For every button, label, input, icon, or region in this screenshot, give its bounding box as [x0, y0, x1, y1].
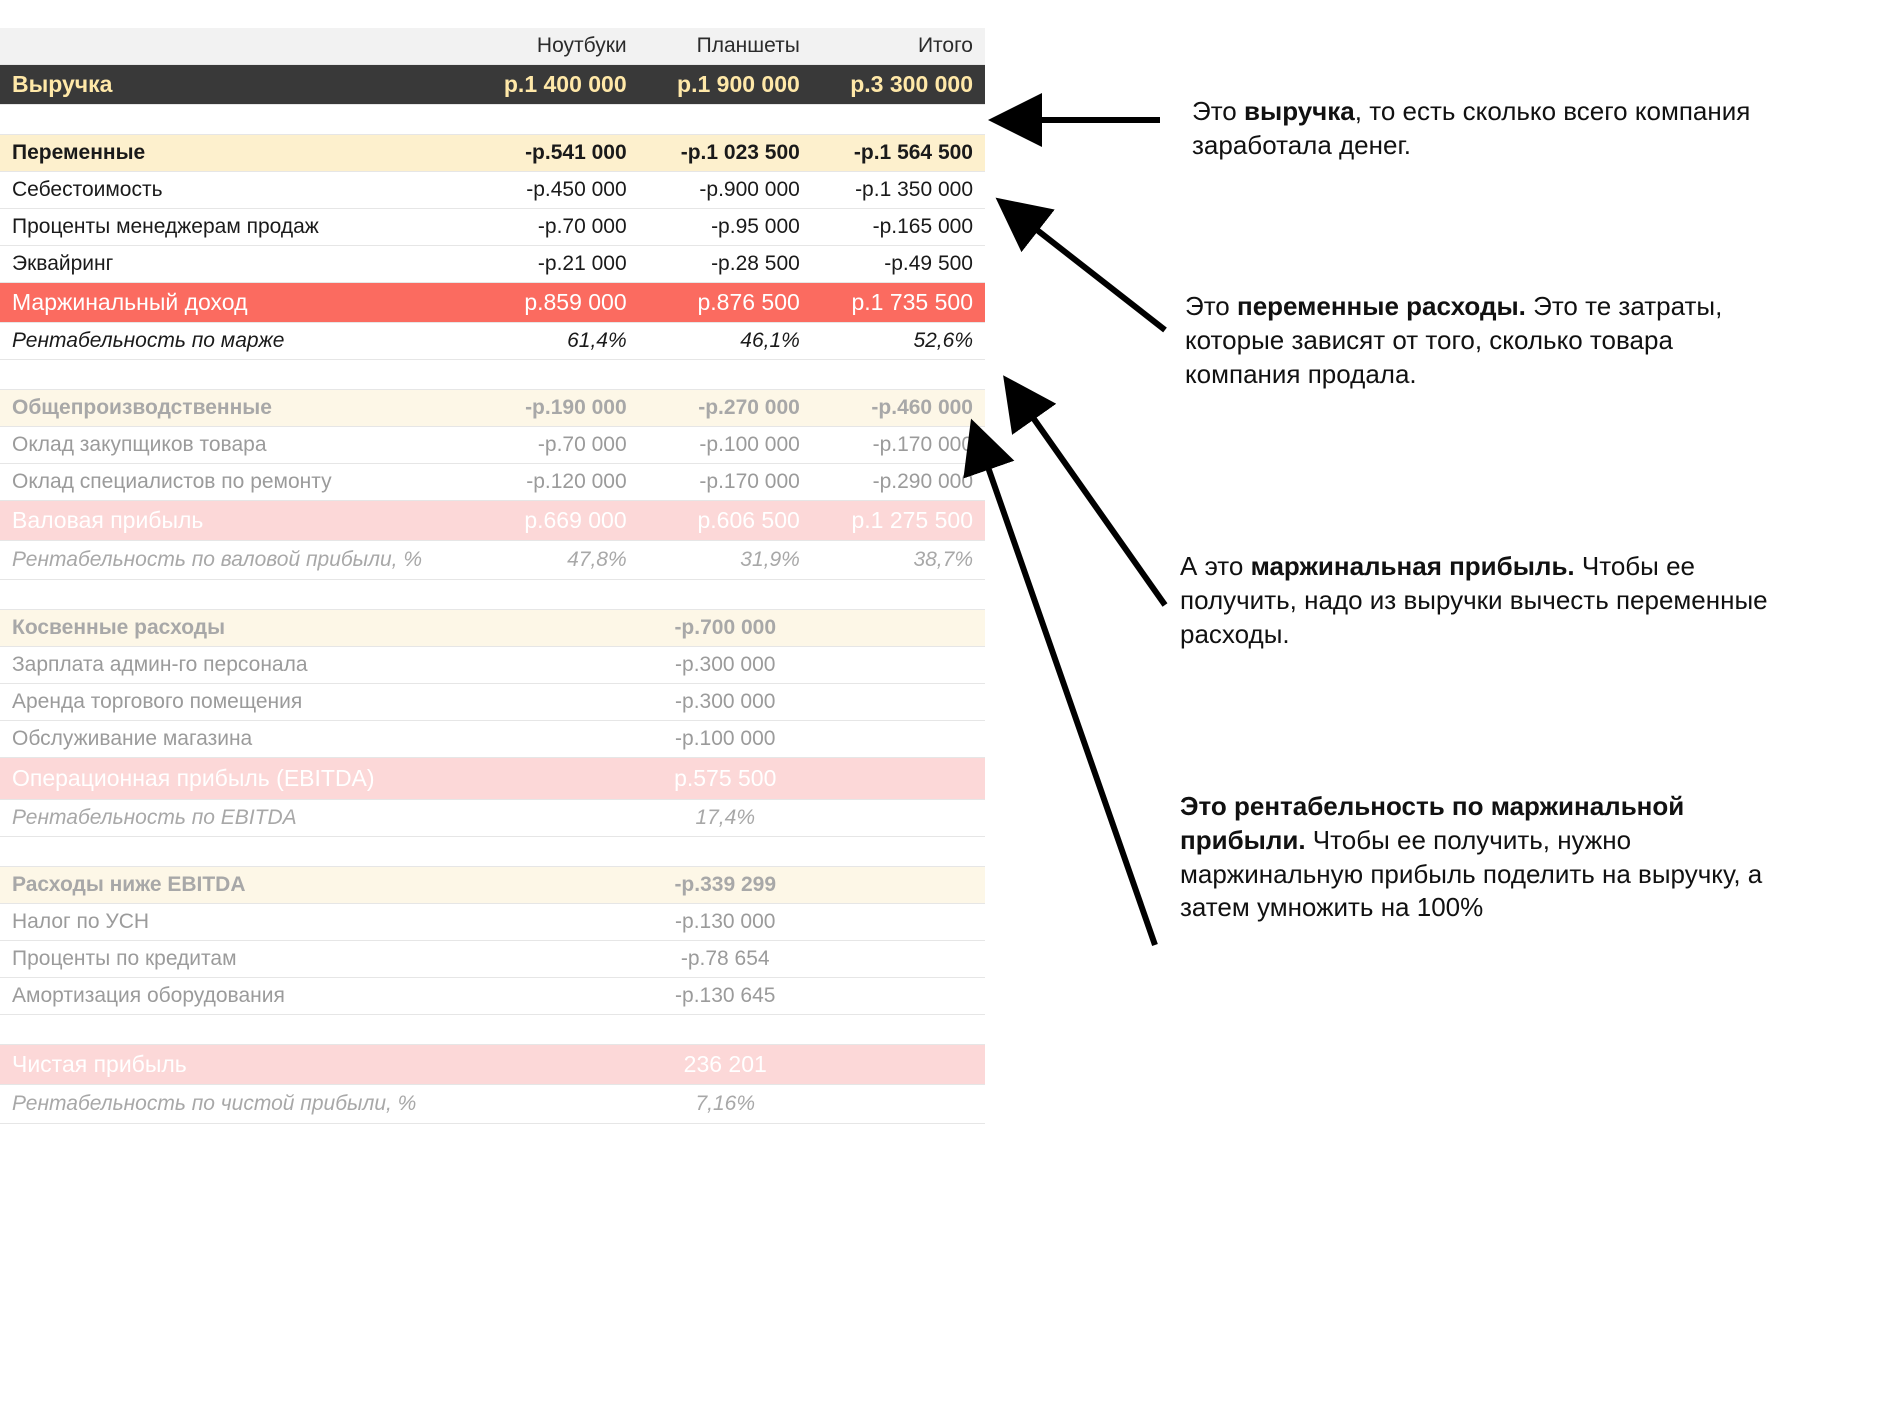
- row-value-total: -р.290 000: [812, 464, 985, 501]
- row-label: Рентабельность по валовой прибыли, %: [0, 541, 465, 580]
- row-value-tablets: 46,1%: [639, 323, 812, 360]
- spacer-cell: [0, 837, 985, 867]
- table-row: [0, 758, 985, 800]
- column-header-total: Итого: [812, 28, 985, 65]
- row-value-laptops: -р.70 000: [465, 427, 638, 464]
- row-label: Операционная прибыль (EBITDA): [0, 758, 465, 800]
- row-value-laptops: р.1 400 000: [465, 65, 638, 105]
- table-row: [0, 1085, 985, 1124]
- annotation-ratio-tail: Чтобы ее получить, нужно маржинальную прибыль поделить на выручку, а затем умножить на 100%: [1180, 824, 1763, 923]
- row-value-laptops: р.669 000: [465, 501, 638, 541]
- row-value-laptops: -р.190 000: [465, 390, 638, 427]
- row-value-total: р.1 275 500: [812, 501, 985, 541]
- annotation-variable-lead: Это: [1185, 291, 1237, 321]
- table-row: [0, 501, 985, 541]
- row-value-laptops: -р.541 000: [465, 135, 638, 172]
- annotation-margin-lead: А это: [1180, 551, 1251, 581]
- spacer-cell: [0, 580, 985, 610]
- spacer-cell: [0, 1015, 985, 1045]
- row-label: Косвенные расходы: [0, 610, 465, 647]
- row-value-laptops: 61,4%: [465, 323, 638, 360]
- annotation-variable-tail: Это те затраты, которые зависят от того, сколько товара компания продала.: [1185, 291, 1723, 389]
- row-label: Выручка: [0, 65, 465, 105]
- row-label: Переменные: [0, 135, 465, 172]
- table-row: [0, 1045, 985, 1085]
- row-label: Маржинальный доход: [0, 283, 465, 323]
- table-row: [0, 172, 985, 209]
- annotation-revenue-bold: выручка: [1244, 96, 1355, 126]
- row-value-tablets: -р.1 023 500: [639, 135, 812, 172]
- row-label: Чистая прибыль: [0, 1045, 465, 1085]
- row-label: Валовая прибыль: [0, 501, 465, 541]
- annotation-margin-profit: [1180, 550, 1780, 651]
- table-row: [0, 941, 985, 978]
- annotation-revenue-tail: , то есть сколько всего компания заработала денег.: [1192, 96, 1751, 160]
- annotation-margin-ratio: [1180, 790, 1800, 925]
- table-row: [0, 323, 985, 360]
- row-label: Налог по УСН: [0, 904, 465, 941]
- table-row: [0, 721, 985, 758]
- row-label: Рентабельность по EBITDA: [0, 800, 465, 837]
- row-label: Проценты по кредитам: [0, 941, 465, 978]
- row-value-total: 7,16%: [465, 1085, 985, 1124]
- column-header-laptops: Ноутбуки: [465, 28, 638, 65]
- row-value-total: -р.339 299: [465, 867, 985, 904]
- row-label: Расходы ниже EBITDA: [0, 867, 465, 904]
- row-value-tablets: -р.170 000: [639, 464, 812, 501]
- row-label: Оклад закупщиков товара: [0, 427, 465, 464]
- annotation-revenue: [1192, 95, 1792, 163]
- row-value-laptops: -р.21 000: [465, 246, 638, 283]
- row-value-total: -р.700 000: [465, 610, 985, 647]
- table-row: [0, 390, 985, 427]
- spacer-cell: [0, 105, 985, 135]
- pnl-table: [0, 28, 985, 1124]
- table-row: [0, 135, 985, 172]
- row-value-total: -р.100 000: [465, 721, 985, 758]
- row-value-laptops: р.859 000: [465, 283, 638, 323]
- row-value-tablets: р.876 500: [639, 283, 812, 323]
- row-value-total: 52,6%: [812, 323, 985, 360]
- table-body: [0, 65, 985, 1124]
- row-value-total: -р.78 654: [465, 941, 985, 978]
- row-label: Обслуживание магазина: [0, 721, 465, 758]
- table-row: [0, 978, 985, 1015]
- table-row: [0, 464, 985, 501]
- row-label: Зарплата админ-го персонала: [0, 647, 465, 684]
- column-header-blank: [0, 28, 465, 65]
- spacer-cell: [0, 360, 985, 390]
- row-value-total: -р.49 500: [812, 246, 985, 283]
- table-row: [0, 800, 985, 837]
- row-value-total: р.3 300 000: [812, 65, 985, 105]
- row-label: Амортизация оборудования: [0, 978, 465, 1015]
- table-row: [0, 65, 985, 105]
- annotation-ratio-bold: Это рентабельность по маржинальной прибыли.: [1180, 791, 1685, 855]
- row-value-tablets: -р.95 000: [639, 209, 812, 246]
- row-label: Рентабельность по чистой прибыли, %: [0, 1085, 465, 1124]
- row-value-laptops: -р.120 000: [465, 464, 638, 501]
- row-value-tablets: -р.270 000: [639, 390, 812, 427]
- table-row: [0, 360, 985, 390]
- row-value-laptops: -р.450 000: [465, 172, 638, 209]
- row-value-laptops: 47,8%: [465, 541, 638, 580]
- annotation-variable-bold: переменные расходы.: [1237, 291, 1526, 321]
- row-value-total: -р.300 000: [465, 684, 985, 721]
- row-label: Общепроизводственные: [0, 390, 465, 427]
- table-row: [0, 837, 985, 867]
- row-value-total: -р.130 645: [465, 978, 985, 1015]
- table-row: [0, 541, 985, 580]
- arrow-to-variable: [1005, 205, 1165, 330]
- row-value-total: р.575 500: [465, 758, 985, 800]
- annotation-margin-bold: маржинальная прибыль.: [1250, 551, 1575, 581]
- row-value-laptops: -р.70 000: [465, 209, 638, 246]
- table-row: [0, 1015, 985, 1045]
- table-row: [0, 246, 985, 283]
- row-value-tablets: р.1 900 000: [639, 65, 812, 105]
- row-value-total: -р.1 564 500: [812, 135, 985, 172]
- table-row: [0, 904, 985, 941]
- row-value-tablets: -р.28 500: [639, 246, 812, 283]
- row-value-tablets: 31,9%: [639, 541, 812, 580]
- annotation-margin-tail: Чтобы ее получить, надо из выручки вычесть переменные расходы.: [1180, 551, 1768, 649]
- table-row: [0, 209, 985, 246]
- row-value-total: р.1 735 500: [812, 283, 985, 323]
- table-row: [0, 610, 985, 647]
- row-value-total: -р.165 000: [812, 209, 985, 246]
- annotation-variable-costs: [1185, 290, 1785, 391]
- row-label: Проценты менеджерам продаж: [0, 209, 465, 246]
- table-row: [0, 427, 985, 464]
- column-header-tablets: Планшеты: [639, 28, 812, 65]
- row-value-total: 17,4%: [465, 800, 985, 837]
- row-value-tablets: -р.900 000: [639, 172, 812, 209]
- row-value-tablets: р.606 500: [639, 501, 812, 541]
- row-value-total: -р.170 000: [812, 427, 985, 464]
- table-row: [0, 684, 985, 721]
- table-row: [0, 580, 985, 610]
- table-row: [0, 647, 985, 684]
- arrow-to-ratio: [975, 430, 1155, 945]
- row-label: Оклад специалистов по ремонту: [0, 464, 465, 501]
- row-value-tablets: -р.100 000: [639, 427, 812, 464]
- row-value-total: -р.130 000: [465, 904, 985, 941]
- row-value-total: 236 201: [465, 1045, 985, 1085]
- row-label: Эквайринг: [0, 246, 465, 283]
- table-header-row: [0, 28, 985, 65]
- table-row: [0, 283, 985, 323]
- row-label: Себестоимость: [0, 172, 465, 209]
- row-value-total: -р.300 000: [465, 647, 985, 684]
- row-label: Рентабельность по марже: [0, 323, 465, 360]
- row-value-total: 38,7%: [812, 541, 985, 580]
- arrow-to-margin: [1010, 385, 1165, 605]
- row-value-total: -р.1 350 000: [812, 172, 985, 209]
- annotation-revenue-lead: Это: [1192, 96, 1244, 126]
- row-label: Аренда торгового помещения: [0, 684, 465, 721]
- row-value-total: -р.460 000: [812, 390, 985, 427]
- table-row: [0, 105, 985, 135]
- table-row: [0, 867, 985, 904]
